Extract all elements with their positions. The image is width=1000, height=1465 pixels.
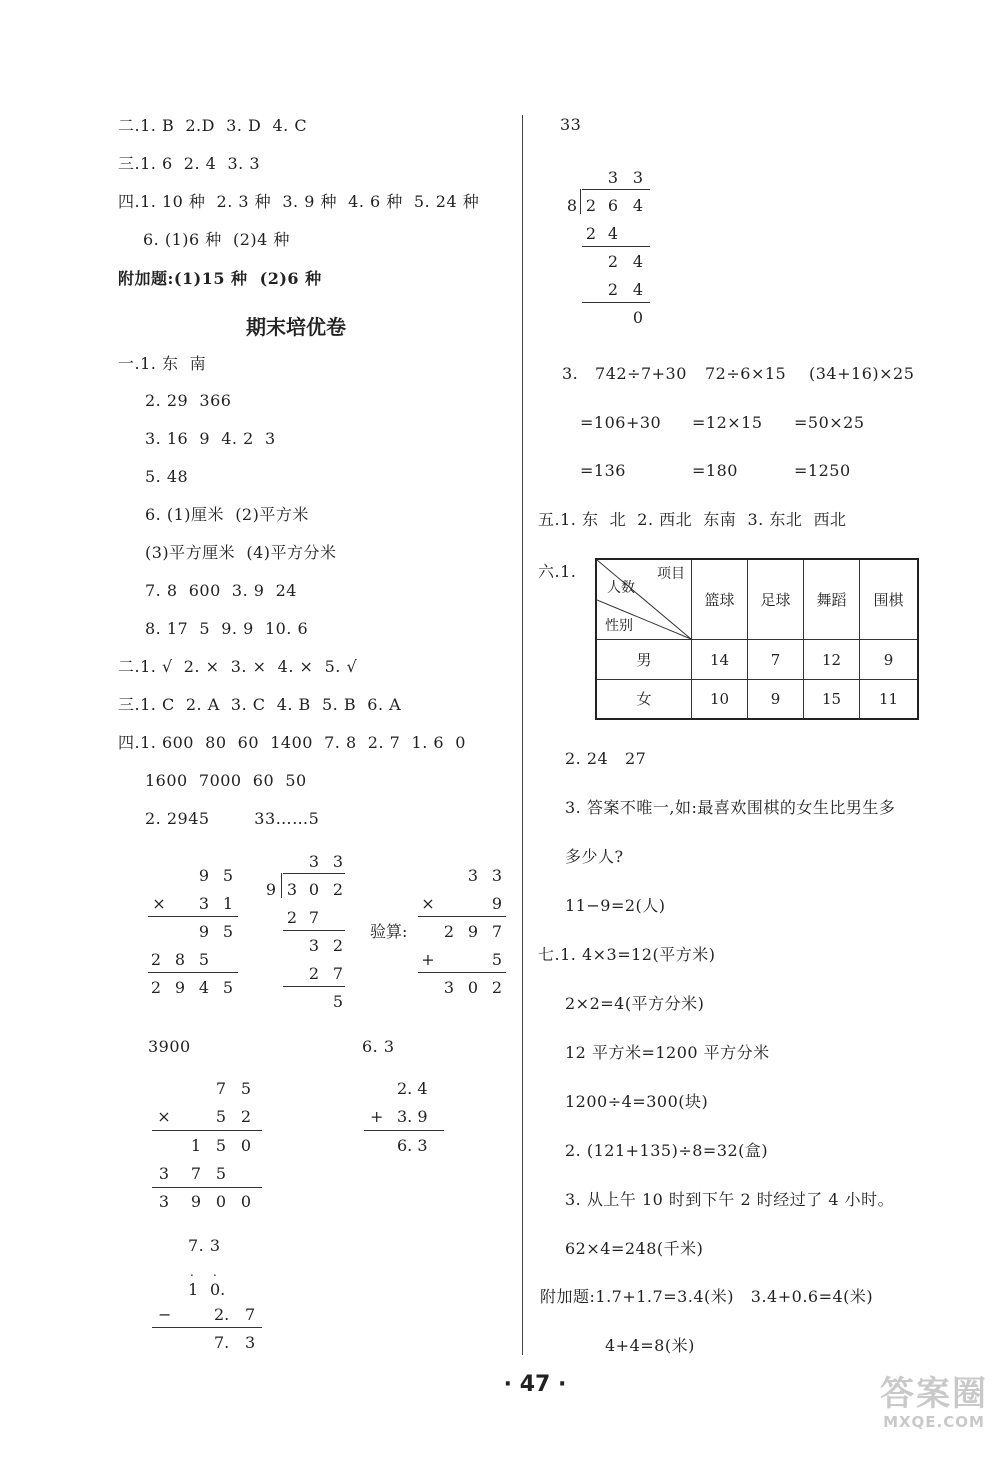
answer-line: 6. (1)厘米 (2)平方米 <box>145 505 309 524</box>
bonus-line: 附加题:(1)15 种 (2)6 种 <box>118 269 322 288</box>
bonus-line: 附加题:1.7+1.7=3.4(米) 3.4+0.6=4(米) <box>540 1287 874 1306</box>
answer-line: 二.1. B 2.D 3. D 4. C <box>118 116 308 135</box>
answer-line: 2×2=4(平方分米) <box>565 994 705 1013</box>
digit: 9 <box>265 880 277 899</box>
digit: 9 <box>467 922 479 941</box>
digit: 0. <box>210 1280 226 1299</box>
expression-result: =1250 <box>794 461 851 480</box>
answer-line: 五.1. 东 北 2. 西北 东南 3. 东北 西北 <box>538 510 847 529</box>
digit: 3 <box>158 1192 170 1211</box>
survey-table <box>595 558 919 720</box>
watermark-logo <box>875 1375 993 1431</box>
answer-line: 多少人? <box>565 847 624 866</box>
header-gender: 性别 <box>605 618 633 634</box>
calc-rule <box>152 1187 262 1188</box>
sum: 6. 3 <box>397 1136 428 1155</box>
row-label: 男 <box>636 651 652 669</box>
calc-rule <box>283 986 345 987</box>
digit: 2 <box>585 196 597 215</box>
answer-line: 6. 3 <box>362 1037 395 1056</box>
answer-line: 2. 24 27 <box>565 749 647 768</box>
digit: 4 <box>632 280 644 299</box>
answer-line: 六.1. <box>538 562 577 581</box>
digit: 7 <box>245 1305 256 1324</box>
table-cell: 14 <box>709 651 730 669</box>
digit: 7 <box>308 908 320 927</box>
answer-line: 2. (121+135)÷8=32(盒) <box>565 1141 769 1160</box>
digit: 3 <box>491 866 503 885</box>
answer-line: 二.1. √ 2. × 3. × 4. × 5. √ <box>118 657 358 676</box>
expression-step: =12×15 <box>692 413 763 432</box>
digit: 2 <box>240 1107 252 1126</box>
answer-line: 3900 <box>148 1037 191 1056</box>
digit: 3 <box>443 978 455 997</box>
answer-line: 1600 7000 60 50 <box>145 771 307 790</box>
digit: 9 <box>491 894 503 913</box>
expression-result: =180 <box>692 461 738 480</box>
calc-rule <box>364 1130 444 1131</box>
digit: 3 <box>308 936 320 955</box>
answer-line: 7. 3 <box>188 1236 221 1255</box>
digit: 5 <box>222 978 234 997</box>
digit: 0 <box>632 308 644 327</box>
answer-line: (3)平方厘米 (4)平方分米 <box>145 543 337 562</box>
digit: 7 <box>215 1079 227 1098</box>
answer-line: 3. 从上午 10 时到下午 2 时经过了 4 小时。 <box>565 1190 895 1209</box>
digit: 8 <box>566 196 578 215</box>
answer-line: 2. 2945 33……5 <box>145 809 320 828</box>
answer-line: 1200÷4=300(块) <box>565 1092 709 1111</box>
calc-rule <box>418 972 506 973</box>
watermark-text: 答案圈 <box>880 1374 988 1414</box>
digit: 4 <box>198 978 210 997</box>
division-bracket <box>281 873 282 898</box>
answer-line: 3. 答案不唯一,如:最喜欢围棋的女生比男生多 <box>565 798 896 817</box>
expression: 72÷6×15 <box>705 364 787 383</box>
plus-sign: + <box>421 950 435 969</box>
times-sign: × <box>421 894 435 913</box>
table-cell: 12 <box>821 651 842 669</box>
answer-line: 3. 16 9 4. 2 3 <box>145 429 276 448</box>
watermark-url: MXQE.COM <box>883 1413 985 1431</box>
digit: 7 <box>491 922 503 941</box>
column-divider <box>522 115 523 1355</box>
digit: 2 <box>607 280 619 299</box>
header-people: 人数 <box>607 580 635 596</box>
answer-line: 7. 8 600 3. 9 24 <box>145 581 297 600</box>
expression: (34+16)×25 <box>809 364 915 383</box>
digit: 5 <box>332 992 344 1011</box>
digit: 7 <box>190 1164 202 1183</box>
digit: 0 <box>240 1192 252 1211</box>
minus-sign: − <box>158 1305 172 1324</box>
plus-sign: + <box>370 1107 384 1126</box>
addend: 2. 4 <box>397 1079 428 1098</box>
digit: 0 <box>467 978 479 997</box>
table-cell: 9 <box>883 651 894 669</box>
expression-step: =50×25 <box>794 413 865 432</box>
column-header: 足球 <box>760 591 791 609</box>
answer-line: 62×4=248(千米) <box>565 1239 704 1258</box>
digit: 0 <box>308 880 320 899</box>
calc-rule <box>148 972 238 973</box>
answer-line: 三.1. C 2. A 3. C 4. B 5. B 6. A <box>118 695 402 714</box>
digit: 4 <box>632 196 644 215</box>
column-header: 围棋 <box>873 591 904 609</box>
answer-line: 七.1. 4×3=12(平方米) <box>538 945 716 964</box>
digit: 3 <box>286 880 298 899</box>
digit: 9 <box>198 922 210 941</box>
answer-line: 四.1. 10 种 2. 3 种 3. 9 种 4. 6 种 5. 24 种 <box>118 192 480 211</box>
table-cell: 11 <box>878 690 899 708</box>
digit: 4 <box>632 252 644 271</box>
digit: 1 <box>188 1280 199 1299</box>
answer-line: 8. 17 5 9. 9 10. 6 <box>145 619 309 638</box>
digit: 2 <box>332 880 344 899</box>
answer-line: 2. 29 366 <box>145 391 232 410</box>
digit: 6 <box>607 196 619 215</box>
digit: 3 <box>607 168 619 187</box>
digit: 3 <box>632 168 644 187</box>
borrow-dot: . <box>213 1265 217 1279</box>
digit: 3 <box>308 852 320 871</box>
row-label: 女 <box>636 690 652 708</box>
answer-line: 33 <box>560 115 582 134</box>
calc-rule <box>582 302 650 303</box>
digit: 9 <box>198 866 210 885</box>
answer-line: 四.1. 600 80 60 1400 7. 8 2. 7 1. 6 0 <box>118 733 466 752</box>
digit: 3 <box>332 852 344 871</box>
digit: 5 <box>198 950 210 969</box>
digit: 3 <box>245 1333 256 1352</box>
calc-rule <box>582 246 650 247</box>
digit: 2 <box>150 978 162 997</box>
calc-rule <box>283 930 345 931</box>
digit: 8 <box>174 950 186 969</box>
digit: 9 <box>190 1192 202 1211</box>
calc-rule <box>148 916 238 917</box>
digit: 2 <box>332 936 344 955</box>
times-sign: × <box>152 894 166 913</box>
digit: 2 <box>607 252 619 271</box>
digit: 5 <box>215 1164 227 1183</box>
digit: 3 <box>198 894 210 913</box>
table-cell: 7 <box>770 651 781 669</box>
digit: 2 <box>150 950 162 969</box>
borrow-dot: . <box>190 1265 194 1279</box>
answer-line: 5. 48 <box>145 467 189 486</box>
digit: 1 <box>222 894 234 913</box>
answer-line: 11−9=2(人) <box>565 896 666 915</box>
digit: 2 <box>443 922 455 941</box>
table-cell: 10 <box>709 690 730 708</box>
header-item: 项目 <box>657 566 685 582</box>
calc-rule <box>418 916 506 917</box>
division-bar <box>283 873 345 874</box>
calc-rule <box>152 1130 262 1131</box>
digit: 5 <box>222 866 234 885</box>
times-sign: × <box>157 1107 171 1126</box>
digit: 4 <box>607 224 619 243</box>
digit: 7. <box>214 1333 230 1352</box>
digit: 7 <box>332 964 344 983</box>
expression-result: =136 <box>580 461 626 480</box>
section-title: 期末培优卷 <box>246 315 346 339</box>
column-header: 篮球 <box>704 591 735 609</box>
check-label: 验算: <box>370 922 408 941</box>
digit: 2. <box>214 1305 230 1324</box>
digit: 2 <box>491 978 503 997</box>
digit: 0 <box>215 1192 227 1211</box>
expression: 3. 742÷7+30 <box>562 364 687 383</box>
table-cell: 15 <box>821 690 842 708</box>
digit: 5 <box>491 950 503 969</box>
table-cell: 9 <box>770 690 781 708</box>
digit: 5 <box>215 1136 227 1155</box>
digit: 5 <box>215 1107 227 1126</box>
digit: 5 <box>222 922 234 941</box>
addend: 3. 9 <box>397 1107 428 1126</box>
digit: 5 <box>240 1079 252 1098</box>
page-number: · 47 · <box>503 1372 567 1397</box>
division-bar <box>582 189 650 190</box>
answer-line: 三.1. 6 2. 4 3. 3 <box>118 154 261 173</box>
answer-line: 12 平方米=1200 平方分米 <box>565 1043 770 1062</box>
digit: 1 <box>190 1136 202 1155</box>
digit: 3 <box>158 1164 170 1183</box>
digit: 3 <box>467 866 479 885</box>
answer-line: 4+4=8(米) <box>605 1336 695 1355</box>
digit: 0 <box>240 1136 252 1155</box>
digit: 2 <box>585 224 597 243</box>
answer-line: 一.1. 东 南 <box>118 354 207 373</box>
column-header: 舞蹈 <box>816 591 847 609</box>
calc-rule <box>152 1327 262 1328</box>
answer-line: 6. (1)6 种 (2)4 种 <box>143 230 290 249</box>
digit: 9 <box>174 978 186 997</box>
digit: 2 <box>286 908 298 927</box>
digit: 2 <box>308 964 320 983</box>
expression-step: =106+30 <box>580 413 662 432</box>
